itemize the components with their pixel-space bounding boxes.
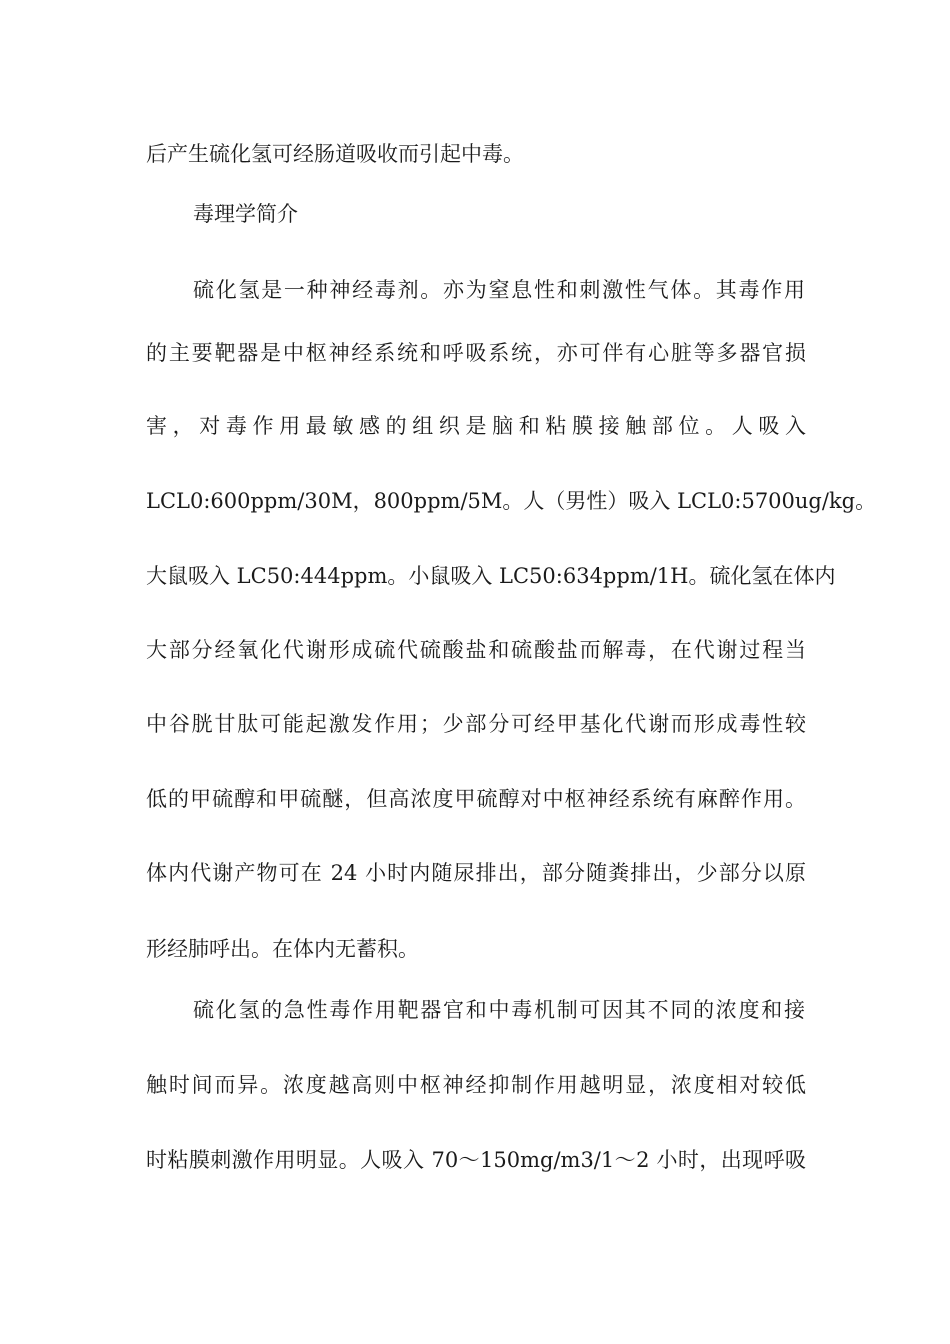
paragraph-line: 体内代谢产物可在 24 小时内随尿排出，部分随粪排出，少部分以原 [146, 861, 806, 885]
paragraph-line: 后产生硫化氢可经肠道吸收而引起中毒。 [146, 142, 524, 166]
paragraph-line: 中谷胱甘肽可能起激发作用；少部分可经甲基化代谢而形成毒性较 [146, 712, 806, 736]
section-heading: 毒理学简介 [193, 202, 298, 226]
paragraph-line: 硫化氢的急性毒作用靶器官和中毒机制可因其不同的浓度和接 [193, 998, 805, 1022]
paragraph-line: 时粘膜刺激作用明显。人吸入 70～150mg/m3/1～2 小时，出现呼吸 [146, 1148, 806, 1172]
paragraph-line: 大部分经氧化代谢形成硫代硫酸盐和硫酸盐而解毒，在代谢过程当 [146, 638, 806, 662]
paragraph-line: 的主要靶器是中枢神经系统和呼吸系统，亦可伴有心脏等多器官损 [146, 341, 806, 365]
paragraph-line: 硫化氢是一种神经毒剂。亦为窒息性和刺激性气体。其毒作用 [193, 278, 805, 302]
paragraph-line: 低的甲硫醇和甲硫醚，但高浓度甲硫醇对中枢神经系统有麻醉作用。 [146, 787, 806, 811]
paragraph-line: LCL0:600ppm/30M，800ppm/5M。人（男性）吸入 LCL0:5700ug/kg。 [146, 489, 877, 513]
paragraph-line: 形经肺呼出。在体内无蓄积。 [146, 937, 419, 961]
paragraph-line: 大鼠吸入 LC50:444ppm。小鼠吸入 LC50:634ppm/1H。硫化氢在体内 [146, 564, 836, 588]
paragraph-line: 触时间而异。浓度越高则中枢神经抑制作用越明显，浓度相对较低 [146, 1073, 806, 1097]
paragraph-line: 害，对毒作用最敏感的组织是脑和粘膜接触部位。人吸入 [146, 414, 806, 438]
